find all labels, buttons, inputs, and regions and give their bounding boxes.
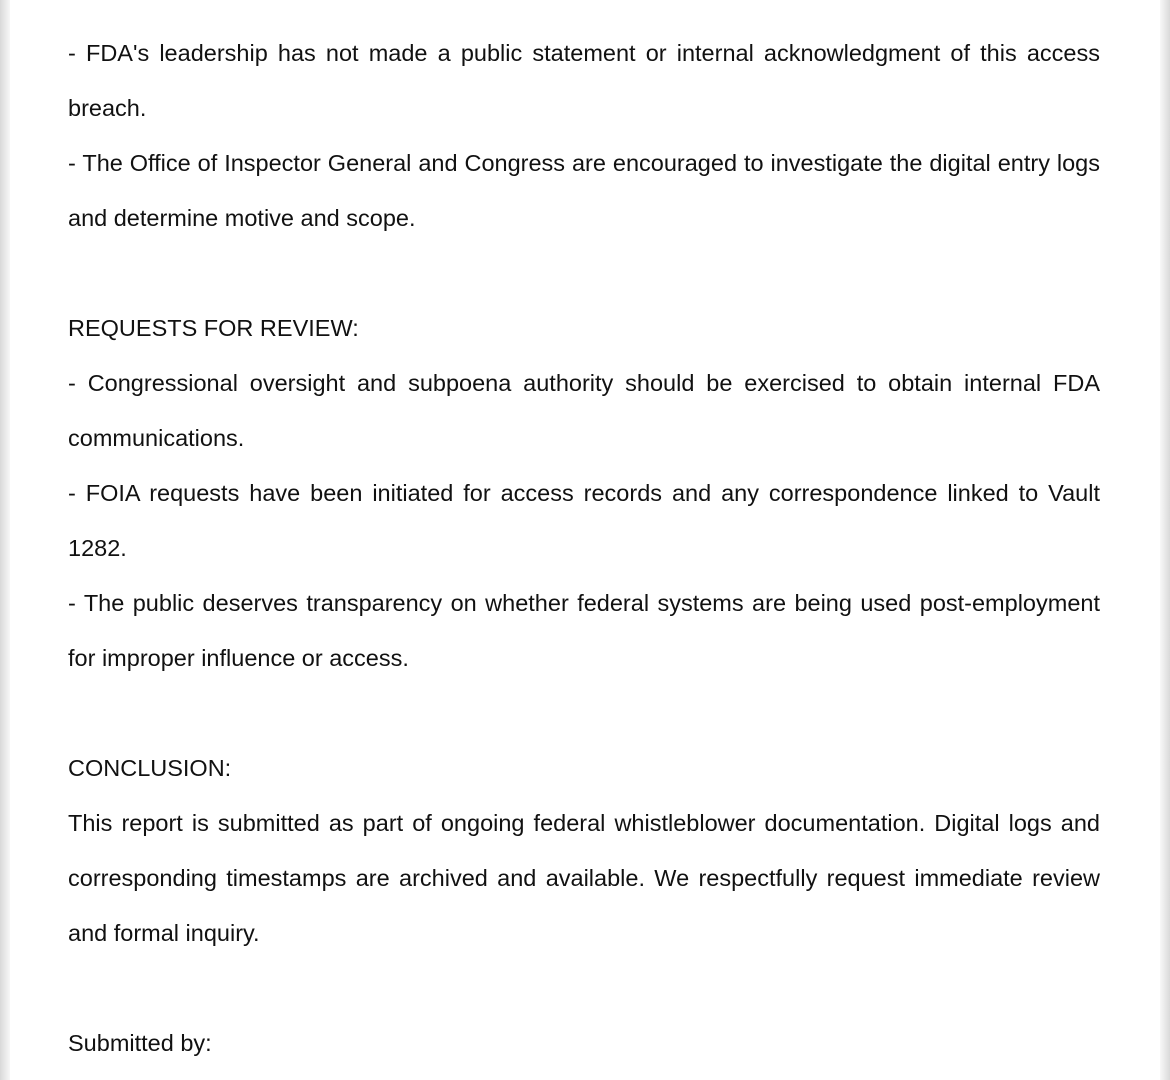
page-edge-left [0, 0, 10, 1080]
conclusion-body: This report is submitted as part of ongoing federal whistleblower documentation. Digital logs and corresponding timestamps are archived and available. We respectfully request immediate review and formal inquiry. [68, 810, 1100, 946]
section-spacer [68, 246, 1100, 301]
section-spacer [68, 961, 1100, 1016]
request-bullet-foia: - FOIA requests have been initiated for access records and any correspondence linked to Vault 1282. [68, 480, 1100, 561]
bullet-oig-congress: - The Office of Inspector General and Congress are encouraged to investigate the digital entry logs and determine motive and scope. [68, 150, 1100, 231]
request-bullet-congressional-oversight: - Congressional oversight and subpoena authority should be exercised to obtain internal FDA communications. [68, 370, 1100, 451]
document-page [10, 0, 1160, 1080]
conclusion-heading: CONCLUSION: [68, 755, 232, 781]
page-edge-right [1160, 0, 1170, 1080]
requests-heading: REQUESTS FOR REVIEW: [68, 315, 359, 341]
section-spacer [68, 686, 1100, 741]
request-bullet-public-transparency: - The public deserves transparency on whether federal systems are being used post-employment for improper influence or access. [68, 590, 1100, 671]
submitted-by-label: Submitted by: [68, 1030, 212, 1056]
document-content [68, 26, 1100, 1071]
bullet-leadership-statement: - FDA's leadership has not made a public statement or internal acknowledgment of this access breach. [68, 40, 1100, 121]
